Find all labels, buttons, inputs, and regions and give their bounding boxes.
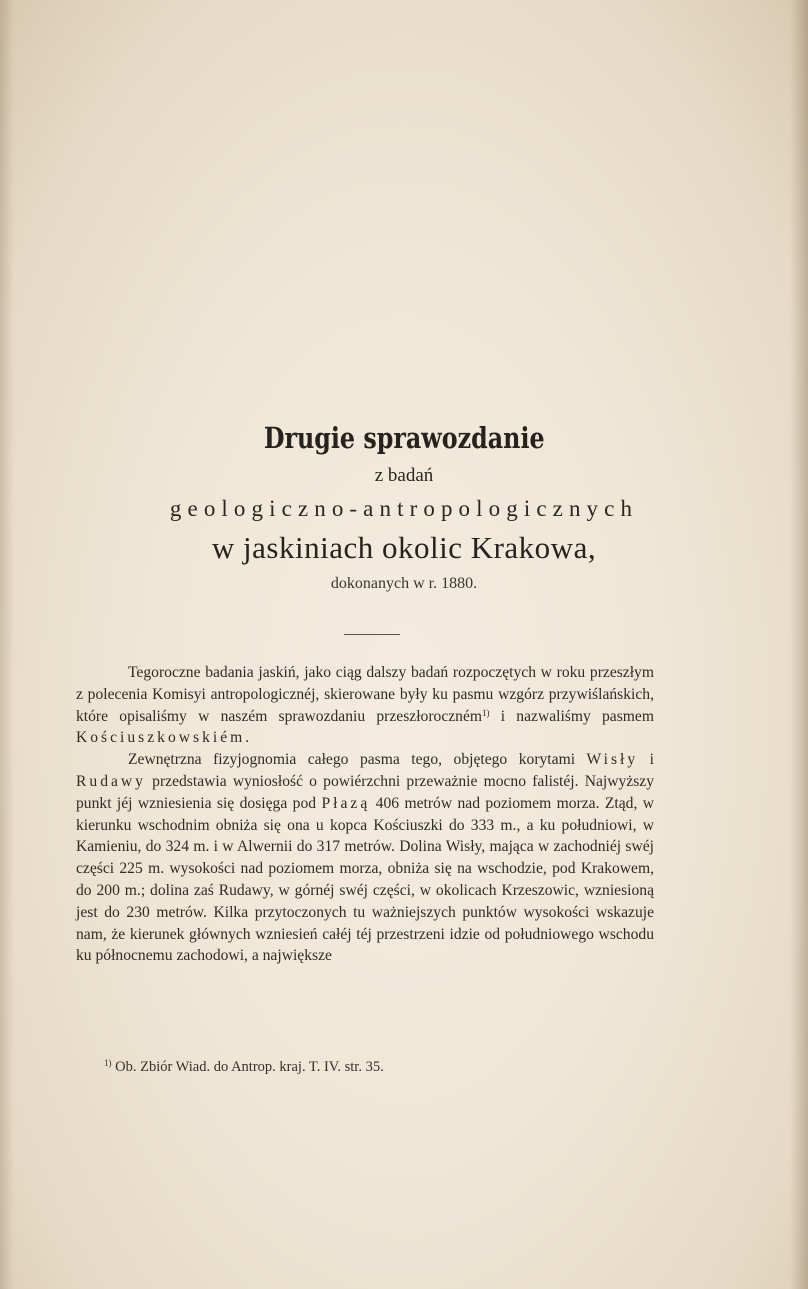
- term-wisly: Wisły: [586, 751, 639, 769]
- footnote: [104, 1057, 384, 1077]
- footnote-text: Ob. Zbiór Wiad. do Antrop. kraj. T. IV. str. 35.: [111, 1059, 384, 1075]
- title-divider: [344, 634, 400, 635]
- title-main-wrap: [0, 418, 808, 458]
- body-text: [76, 662, 654, 967]
- paragraph-1-text: Tegoroczne badania jaskiń, jako ciąg dalszy badań rozpoczętych w roku przeszłym z polecenia Komisyi antropologicznéj, skierowane były ku pasmu wzgórz przywiślańskich, które opisaliśmy w naszém sprawozdaniu przeszłoroczném: [76, 664, 654, 725]
- title-block: [0, 418, 808, 596]
- paragraph-2-text-c: przedstawia wyniosłość o powiérzchni przeważnie mocno falistéj. Najwyższy punkt jéj wzniesienia się dosięga pod: [76, 772, 654, 812]
- paragraph-1: [76, 662, 654, 749]
- title-subtitle-1: z badań: [374, 465, 434, 486]
- footnote-marker: 1): [104, 1058, 112, 1068]
- paragraph-2: [76, 749, 654, 967]
- title-subtitle-2: geologiczno-antropologicznych: [169, 496, 639, 521]
- term-rudawy: Rudawy: [76, 772, 146, 790]
- paragraph-1-spaced-term: Kościuszkowskiém.: [76, 729, 253, 747]
- term-plaza: Płazą: [321, 794, 371, 812]
- page-title: Drugie sprawozdanie: [263, 421, 545, 455]
- footnote-ref: 1): [482, 707, 490, 718]
- title-subtitle-3: w jaskiniach okolic Krakowa,: [211, 530, 597, 565]
- title-date-line: dokonanych w r. 1880.: [330, 575, 478, 592]
- paragraph-1-text-b: i nazwaliśmy pasmem: [489, 707, 654, 725]
- paragraph-2-text-d: 406 metrów nad poziomem morza. Ztąd, w kierunku wschodnim obniża się ona u kopca Kościuszki do 333 m., a ku południowi, w Kamieniu, do 324 m. i w Alwernii do 317 metrów. Dolina Wisły, mająca w zachodniéj swéj części 225 m. wysokości nad poziomem morza, obniża się na wschodzie, pod Krakowem, do 200 m.; dolina zaś Rudawy, w górnéj swéj części, w okolicach Krzeszowic, wzniesioną jest do 230 metrów. Kilka przytoczonych tu ważniejszych punktów wysokości wskazuje nam, że kierunek głównych wzniesień całéj téj przestrzeni idzie od południowego wschodu ku północnemu zachodowi, a największe: [76, 794, 655, 965]
- paragraph-2-text: Zewnętrzna fizyjognomia całego pasma tego, objętego korytami: [128, 751, 587, 769]
- paragraph-2-text-b: i: [638, 751, 654, 769]
